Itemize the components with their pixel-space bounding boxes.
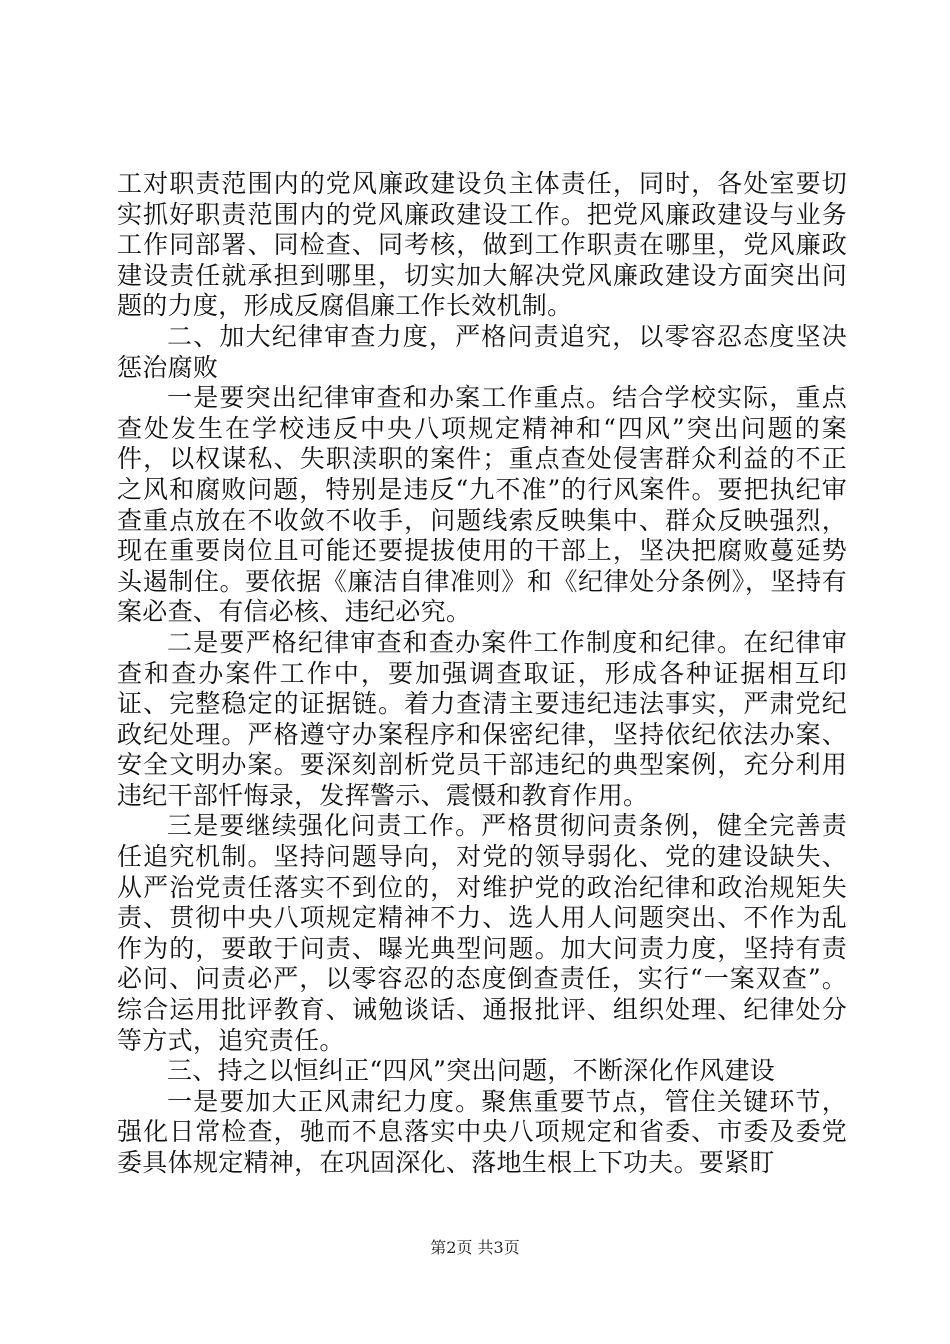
document-body [117, 169, 847, 1179]
page-number-footer: 第2页 共3页 [430, 1238, 520, 1257]
paragraph-continuation: 工对职责范围内的党风廉政建设负主体责任，同时，各处室要切实抓好职责范围内的党风廉政建设工作。把党风廉政建设与业务工作同部署、同检查、同考核，做到工作职责在哪里，党风廉政建设责任就承担到哪里，切实加大解决党风廉政建设方面突出问题的力度，形成反腐倡廉工作长效机制。 [117, 169, 847, 321]
paragraph-2-1: 一是要突出纪律审查和办案工作重点。结合学校实际，重点查处发生在学校违反中央八项规定精神和“四风”突出问题的案件，以权谋私、失职渎职的案件；重点查处侵害群众利益的不正之风和腐败问题，特别是违反“九不准”的行风案件。要把执纪审查重点放在不收敛不收手，问题线索反映集中、群众反映强烈，现在重要岗位且可能还要提拔使用的干部上，坚决把腐败蔓延势头遏制住。要依据《廉洁自律准则》和《纪律处分条例》，坚持有案必查、有信必核、违纪必究。 [117, 383, 847, 627]
paragraph-3-1: 一是要加大正风肃纪力度。聚焦重要节点，管住关键环节，强化日常检查，驰而不息落实中央八项规定和省委、市委及委党委具体规定精神，在巩固深化、落地生根上下功夫。要紧盯 [117, 1086, 847, 1177]
section-heading-3: 三、持之以恒纠正“四风”突出问题，不断深化作风建设 [167, 1056, 776, 1086]
section-heading-2: 二、加大纪律审查力度，严格问责追究，以零容忍态度坚决惩治腐败 [117, 321, 847, 382]
paragraph-2-3: 三是要继续强化问责工作。严格贯彻问责条例，健全完善责任追究机制。坚持问题导向，对党的领导弱化、党的建设缺失、从严治党责任落实不到位的，对维护党的政治纪律和政治规矩失责、贯彻中央八项规定精神不力、选人用人问题突出、不作为乱作为的，要敢于问责、曝光典型问题。加大问责力度，坚持有责必问、问责必严，以零容忍的态度倒查责任，实行“一案双查”。综合运用批评教育、诫勉谈话、通报批评、组织处理、纪律处分等方式，追究责任。 [117, 811, 847, 1055]
paragraph-2-2: 二是要严格纪律审查和查办案件工作制度和纪律。在纪律审查和查办案件工作中，要加强调查取证，形成各种证据相互印证、完整稳定的证据链。着力查清主要违纪违法事实，严肃党纪政纪处理。严格遵守办案程序和保密纪律，坚持依纪依法办案、安全文明办案。要深刻剖析党员干部违纪的典型案例，充分利用违纪干部忏悔录，发挥警示、震慑和教育作用。 [117, 627, 847, 810]
